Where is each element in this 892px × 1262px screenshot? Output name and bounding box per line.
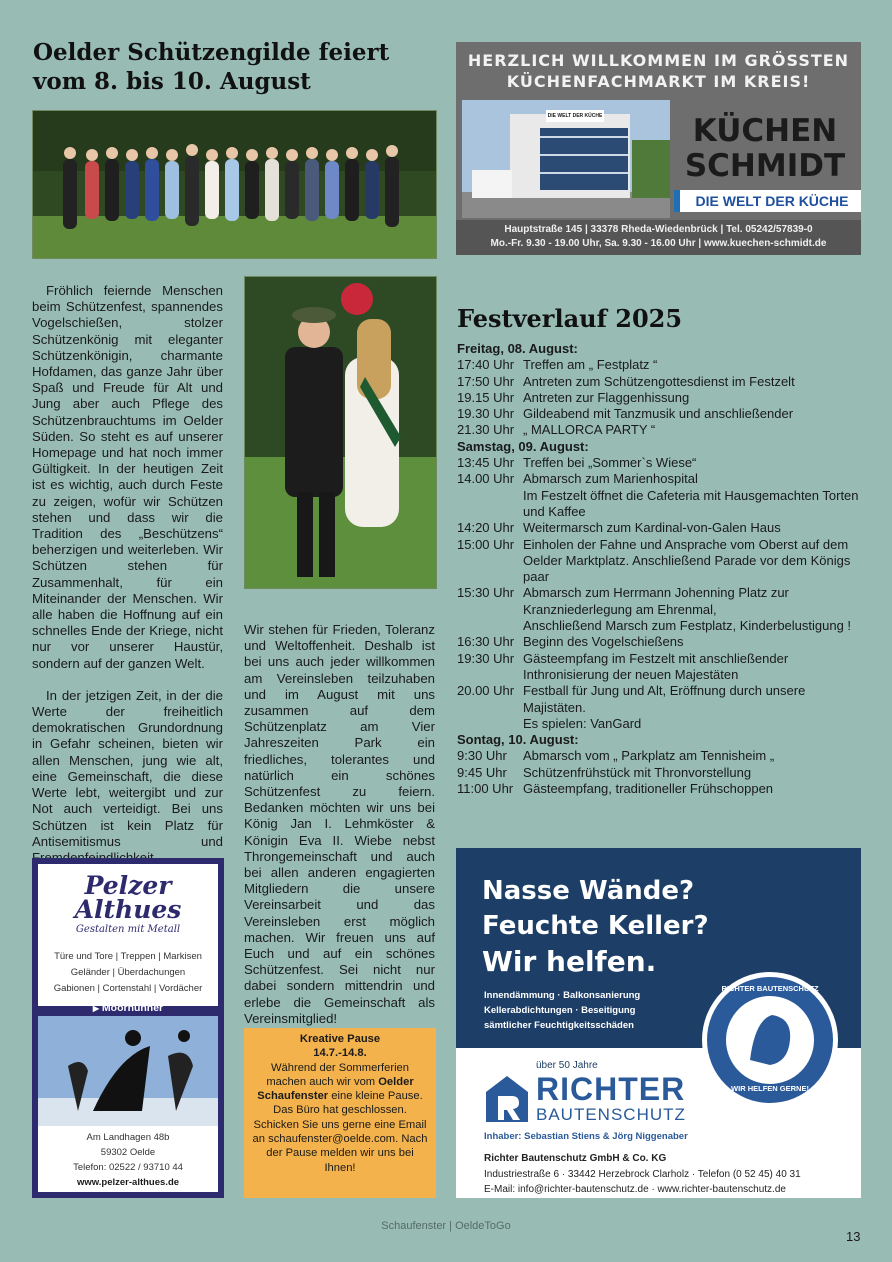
schedule-time: 17:40 Uhr	[457, 357, 515, 373]
schedule-time: 19:30 Uhr	[457, 650, 515, 666]
ad-headline-line: KÜCHENFACHMARKT IM KREIS!	[506, 72, 811, 91]
services-line: Gabionen | Cortenstahl | Vordächer	[53, 983, 203, 994]
ad-hours-line: Mo.-Fr. 9.30 - 19.00 Uhr, Sa. 9.30 - 16.00 Uhr | www.kuechen-schmidt.de	[490, 238, 827, 249]
notice-dates: 14.7.-14.8.	[313, 1047, 367, 1060]
article-paragraph: In der jetzigen Zeit, in der die Werte der freiheitlich demokratischen Grundordnung in Gefahr scheinen, bieten wir allen Menschen, jung wie alt, eine Gemeinschaft, die diese Werte lebt, weitergibt und zur Not auch verteidigt. Bei uns Schützen ist kein Platz für Antisemitismus und	[32, 687, 223, 849]
schedule-description: Weitermarsch zum Kardinal-von-Galen Haus	[523, 520, 781, 536]
schedule-entry	[457, 748, 867, 764]
services-line: Innendämmung · Balkonsanierung	[484, 990, 641, 1001]
ad-headline	[456, 50, 861, 92]
bar-label: Moorhühner	[101, 1002, 164, 1014]
contact-company: Richter Bautenschutz GmbH & Co. KG	[484, 1153, 667, 1164]
badge-top-text: RICHTER BAUTENSCHUTZ	[721, 984, 819, 993]
schedule-time: 14.00 Uhr	[457, 471, 515, 487]
ad-headline-line: HERZLICH WILLKOMMEN IM GRÖSSTEN	[467, 51, 850, 70]
schedule-description: Treffen bei „Sommer`s Wiese“	[523, 455, 697, 471]
moorhuhn-sculpture-image	[38, 1016, 218, 1126]
pelzer-slogan: Gestalten mit Metall	[75, 924, 181, 935]
notice-body	[244, 1061, 436, 1175]
schedule-description: Beginn des Vogelschießens	[523, 634, 684, 650]
schedule-description: Antreten zum Schützengottesdienst im Festzelt	[523, 373, 795, 389]
schedule-entry	[457, 716, 867, 732]
richter-logo-icon	[484, 1074, 530, 1124]
richter-logo-text	[536, 1072, 686, 1124]
schedule-description: Abmarsch vom „ Parkplatz am Tennisheim „	[523, 748, 775, 764]
kreative-pause-notice	[244, 1028, 436, 1198]
schedule-entry	[457, 455, 867, 471]
services-line: Geländer | Überdachungen	[70, 967, 186, 978]
schedule-entry	[457, 390, 867, 406]
logo-line: SCHMIDT	[684, 148, 846, 184]
notice-email[interactable]: schaufenster@oelde.com.	[268, 1133, 399, 1146]
article-headline: Oelder Schützengilde feiert vom 8. bis 10. August	[33, 39, 390, 95]
schedule-entry	[457, 406, 867, 422]
schedule-entry	[457, 357, 867, 373]
article-column-2	[244, 622, 435, 1059]
pelzer-logo-box	[38, 864, 218, 1006]
schedule-entry	[457, 651, 867, 684]
schedule-description: Es spielen: VanGard	[523, 715, 642, 731]
schedule-time	[457, 716, 523, 732]
schedule-description: Anschließend Marsch zum Festplatz, Kinderbelustigung !	[523, 618, 852, 634]
ad-address-line: Hauptstraße 145 | 33378 Rheda-Wiedenbrück | Tel. 05242/57839-0	[504, 224, 813, 235]
schedule-description: Antreten zur Flaggenhissung	[523, 389, 690, 405]
schedule-description: Abmarsch zum Marienhospital	[523, 471, 698, 487]
richter-bautenschutz-ad[interactable]	[456, 848, 861, 1198]
notice-text: Während der Sommerferien machen auch wir vom	[266, 1061, 410, 1088]
contact-phone: Telefon: 02522 / 93710 44	[73, 1162, 183, 1173]
schedule-time: 19.15 Uhr	[457, 389, 515, 405]
richter-headline	[482, 874, 709, 979]
schedule-description: Treffen am „ Festplatz “	[523, 357, 658, 373]
schedule-entry	[457, 765, 867, 781]
schedule-entry	[457, 683, 867, 716]
schedule-time	[457, 618, 523, 634]
schedule-time: 9:30 Uhr	[457, 748, 507, 764]
schedule-time: 21.30 Uhr	[457, 422, 515, 438]
notice-bold: Oelder Schaufenster	[257, 1075, 414, 1103]
article-paragraph: Fröhlich feiernde Menschen beim Schützenfest, spannendes Vogelschießen, stolzer Schützenkönig mit eleganter Schützenkönigin, charmante Hofdamen, das ganze Jahr über Spaß und Freude für Alt und Jung aber auch Pflege des Schützenbrauchtums im Oelder Süden. So steht es auf unserer Homepage und hat noch immer Gültigkeit. In der heutigen Zeit ist es wichtig, auch durch Feste zu zeigen, wofür wir Schützen stehen und dass wir die Tradition des „Beschützens“ beherzigen und weiterleben. Wir Schützen stehen für Zusammenhalt, für ein Miteinander der Menschen. Wir alle haben die Hoffnung auf ein schnelles Ende der Kriege, nicht nur vor unserer Haustür, sondern auf der ganzen Welt.	[32, 283, 223, 671]
schedule-description: Gästeempfang im Festzelt mit anschließender Inthronisierung der neuen Majestäten	[523, 650, 789, 682]
schedule-entry	[457, 618, 867, 634]
badge-bottom-text: WIR HELFEN GERNE!	[731, 1084, 809, 1093]
schedule-time: 15:30 Uhr	[457, 585, 515, 601]
pelzer-contact	[38, 1126, 218, 1192]
schedule-entry	[457, 374, 867, 390]
schedule-entry	[457, 471, 867, 487]
schedule-day-heading: Freitag, 08. August:	[457, 341, 578, 356]
schedule-entry	[457, 488, 867, 521]
logo-line: BAUTENSCHUTZ	[536, 1105, 686, 1124]
group-photo	[32, 110, 437, 259]
article-column-1	[32, 283, 223, 866]
ad-tagline: DIE WELT DER KÜCHE	[674, 190, 861, 212]
contact-web: www.pelzer-althues.de	[76, 1177, 180, 1188]
pelzer-services	[38, 949, 218, 997]
richter-contact	[484, 1151, 801, 1198]
contact-street: Am Landhagen 48b	[86, 1132, 170, 1143]
schedule-title: Festverlauf 2025	[457, 304, 683, 333]
schedule-description: Abmarsch zum Herrmann Johenning Platz zur Kranzniederlegung am Ehrenmal,	[523, 585, 789, 617]
page-footer: Schaufenster | OeldeToGo	[381, 1220, 511, 1232]
services-line: Kellerabdichtungen · Beseitigung	[484, 1005, 636, 1016]
richter-services	[484, 988, 640, 1033]
notice-title: Kreative Pause	[299, 1033, 381, 1045]
logo-line: Althues	[74, 895, 182, 924]
page-number: 13	[846, 1229, 861, 1244]
schedule-time: 14:20 Uhr	[457, 520, 515, 536]
kuechen-schmidt-logo	[670, 114, 860, 184]
schedule-time	[457, 488, 523, 521]
richter-years: über 50 Jahre	[536, 1060, 598, 1071]
headline-line: Wir helfen.	[482, 945, 657, 978]
headline-line: Nasse Wände?	[482, 876, 695, 906]
contact-web: E-Mail: info@richter-bautenschutz.de · www.richter-bautenschutz.de	[484, 1184, 786, 1195]
pelzer-bar	[38, 1000, 218, 1016]
schedule-description: Gästeempfang, traditioneller Frühschoppen	[523, 781, 774, 797]
schedule-description: Im Festzelt öffnet die Cafeteria mit Hausgemachten Torten und Kaffee	[523, 487, 859, 519]
kuechen-schmidt-ad[interactable]	[456, 42, 861, 255]
schedule-time: 15:00 Uhr	[457, 536, 515, 552]
play-icon: ▶	[92, 1004, 99, 1013]
headline-line: Feuchte Keller?	[482, 911, 709, 941]
logo-line: KÜCHEN	[692, 113, 838, 149]
schedule-entry	[457, 537, 867, 586]
schedule-description: Einholen der Fahne und Ansprache vom Oberst auf dem Oelder Marktplatz. Anschließend Parade vor dem Königs paar	[523, 536, 851, 585]
schedule-time: 9:45 Uhr	[457, 764, 507, 780]
royal-couple-image	[245, 277, 436, 588]
schedule-time: 13:45 Uhr	[457, 455, 515, 471]
schedule-time: 16:30 Uhr	[457, 634, 515, 650]
schedule-time: 11:00 Uhr	[457, 781, 514, 797]
schedule-time: 17:50 Uhr	[457, 373, 515, 389]
schedule-list	[457, 341, 867, 797]
pelzer-althues-ad[interactable]	[32, 858, 224, 1198]
services-line: sämtlicher Feuchtigkeitsschäden	[484, 1020, 634, 1031]
services-line: Türe und Tore | Treppen | Markisen	[54, 951, 202, 962]
schedule-entry	[457, 520, 867, 536]
group-photo-image	[33, 111, 436, 258]
article-paragraph: Wir stehen für Frieden, Toleranz und Weltoffenheit. Deshalb ist bei uns auch jeder willkommen am Vereinsleben teilzuhaben und im August mit uns zusammen auf dem Schützenplatz am Vier Jahreszeiten Park ein friedliches, tolerantes und natürlich ein schönes Schützenfest zu feiern. Bedanken möchten wir uns bei König Jan I. Lehmköster & Königin Eva II. Wiebe nebst Throngemeinschaft und auch bei allen anderen engagierten Mitgliedern die unsere Vereinsarbeit und das Vereinsleben erst möglich machen. Wir freuen uns auf Euch und auf ein schönes Schützenfest. Sei nicht nur dabei sondern mittendrin und erlebe die Gemeinschaft als Vereinsmitglied!	[244, 622, 435, 1026]
schedule-entry	[457, 634, 867, 650]
schedule-time: 20.00 Uhr	[457, 683, 515, 699]
schedule-entry	[457, 585, 867, 618]
schedule-description: Festball für Jung und Alt, Eröffnung durch unsere Majistäten.	[523, 683, 806, 715]
schedule-time: 19.30 Uhr	[457, 406, 515, 422]
logo-line: RICHTER	[536, 1071, 686, 1107]
ad-address	[456, 220, 861, 255]
schedule-day-heading: Sontag, 10. August:	[457, 732, 579, 748]
richter-owners: Inhaber: Sebastian Stiens & Jörg Niggenaber	[484, 1131, 688, 1142]
notice-text: eine kleine Pause. Das Büro hat geschlossen. Schicken Sie uns gerne eine Email an	[252, 1090, 427, 1146]
schedule-description: „ MALLORCA PARTY “	[523, 422, 656, 438]
notice-text: Nach der Pause melden wir uns bei Ihnen!	[266, 1133, 428, 1174]
royal-couple-photo	[244, 276, 437, 589]
building-sign: DIE WELT DER KÜCHE	[547, 113, 603, 119]
contact-city: 59302 Oelde	[100, 1147, 156, 1158]
contact-address: Industriestraße 6 · 33442 Herzebrock Clarholz · Telefon (0 52 45) 40 31	[484, 1168, 801, 1180]
schedule-description: Gildeabend mit Tanzmusik und anschließender	[523, 406, 794, 422]
logo-line: Pelzer	[84, 871, 172, 900]
schedule-entry	[457, 422, 867, 438]
schedule-entry	[457, 781, 867, 797]
pelzer-logo	[38, 864, 218, 922]
schedule-day-heading: Samstag, 09. August:	[457, 438, 589, 454]
schedule-description: Schützenfrühstück mit Thronvorstellung	[523, 764, 752, 780]
